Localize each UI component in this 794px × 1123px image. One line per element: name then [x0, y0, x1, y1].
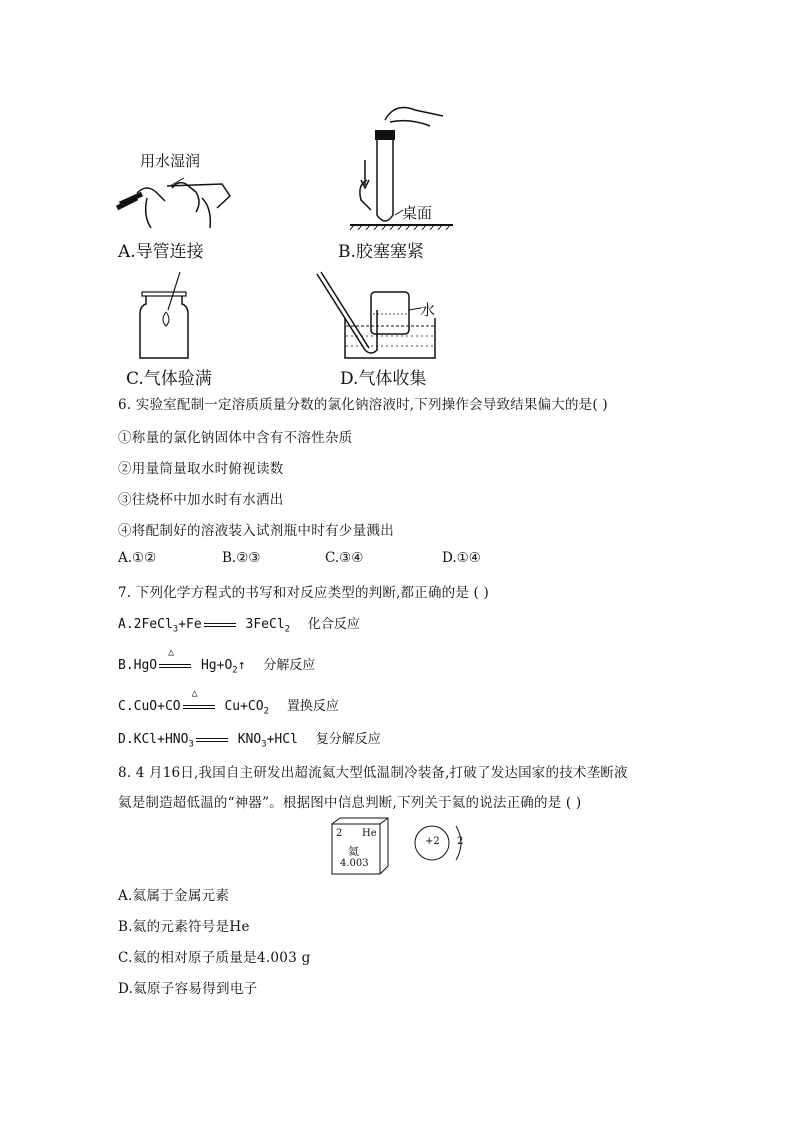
q8-option-c: C.氦的相对原子质量是4.003 g — [118, 950, 311, 966]
eq-b-right: Hg+O — [200, 658, 233, 673]
equals-sign-heat — [183, 687, 215, 714]
eq-a-right: 3FeCl — [245, 617, 285, 632]
eq-d-type: 复分解反应 — [315, 732, 381, 747]
figure-d-label: 水 — [420, 301, 436, 319]
figure-a-caption: A.导管连接 — [118, 242, 204, 262]
q6-item-3: ③往烧杯中加水时有水洒出 — [118, 492, 284, 508]
eq-c-right-sub: 2 — [263, 706, 270, 717]
gas-arrow-icon: ↑ — [237, 658, 246, 673]
figure-b-label: 桌面 — [402, 204, 433, 222]
eq-b-type: 分解反应 — [263, 658, 316, 673]
eq-d-right-sub: 3 — [261, 739, 267, 750]
q8-option-d: D.氦原子容易得到电子 — [118, 981, 258, 997]
figure-c-gas-check — [130, 270, 200, 362]
eq-a-left-sub: 3 — [172, 624, 179, 635]
q6-option-a: A.①② — [118, 550, 157, 566]
eq-c-left: C.CuO+CO — [118, 699, 181, 714]
q6-option-d: D.①④ — [442, 550, 481, 566]
eq-b-right-sub: 2 — [232, 665, 238, 676]
heat-icon: △ — [168, 646, 175, 658]
eq-a-type: 化合反应 — [307, 617, 360, 632]
eq-d-right: KNO — [237, 732, 262, 747]
q6-item-4: ④将配制好的溶液装入试剂瓶中时有少量溅出 — [118, 523, 394, 539]
q8-option-b: B.氦的元素符号是He — [118, 919, 250, 935]
eq-a-left2: +Fe — [178, 617, 202, 632]
q7-stem: 7. 下列化学方程式的书写和对反应类型的判断,都正确的是 ( ) — [118, 585, 489, 601]
figure-b-stopper — [345, 100, 455, 235]
eq-c-right: Cu+CO — [224, 699, 264, 714]
q7-option-b — [118, 646, 316, 676]
q6-item-2: ②用量筒量取水时俯视读数 — [118, 461, 284, 477]
equals-sign — [204, 618, 236, 632]
figure-a-tube-connection — [112, 168, 242, 238]
q7-option-c — [118, 687, 339, 717]
eq-d-left: D.KCl+HNO — [118, 732, 189, 747]
figure-b-caption: B.胶塞塞紧 — [338, 242, 424, 262]
q6-item-1: ①称量的氯化钠固体中含有不溶性杂质 — [118, 430, 353, 446]
eq-d-left-sub: 3 — [188, 739, 194, 750]
eq-d-right2: +HCl — [266, 732, 298, 747]
q6-option-c: C.③④ — [325, 550, 364, 566]
q8-stem-line1: 8. 4 月16日,我国自主研发出超流氦大型低温制冷装备,打破了发达国家的技术垄断液 — [118, 765, 628, 781]
element-name: 氦 — [348, 845, 359, 858]
equals-sign-heat — [159, 646, 191, 673]
eq-a-right-sub: 2 — [284, 624, 291, 635]
element-mass: 4.003 — [340, 858, 369, 869]
figure-c-caption: C.气体验满 — [126, 369, 212, 389]
atom-shell-electrons: 2 — [457, 836, 464, 847]
q7-option-a — [118, 613, 360, 635]
eq-b-left: B.HgO — [118, 658, 158, 673]
q8-stem-line2: 氦是制造超低温的“神器”。根据图中信息判断,下列关于氦的说法正确的是 ( ) — [118, 795, 582, 811]
eq-c-type: 置换反应 — [286, 699, 339, 714]
q6-option-b: B.②③ — [222, 550, 261, 566]
q7-option-d — [118, 728, 381, 750]
element-symbol: He — [362, 828, 377, 839]
heat-icon: △ — [191, 687, 198, 699]
equals-sign — [196, 733, 228, 747]
element-number: 2 — [336, 828, 343, 839]
figure-d-caption: D.气体收集 — [340, 369, 427, 389]
q6-stem: 6. 实验室配制一定溶质质量分数的氯化钠溶液时,下列操作会导致结果偏大的是( ) — [118, 397, 608, 413]
q8-option-a: A.氦属于金属元素 — [118, 888, 230, 904]
eq-a-left: A.2FeCl — [118, 617, 173, 632]
figure-a-label: 用水湿润 — [140, 152, 201, 170]
atom-nucleus: +2 — [425, 836, 440, 847]
